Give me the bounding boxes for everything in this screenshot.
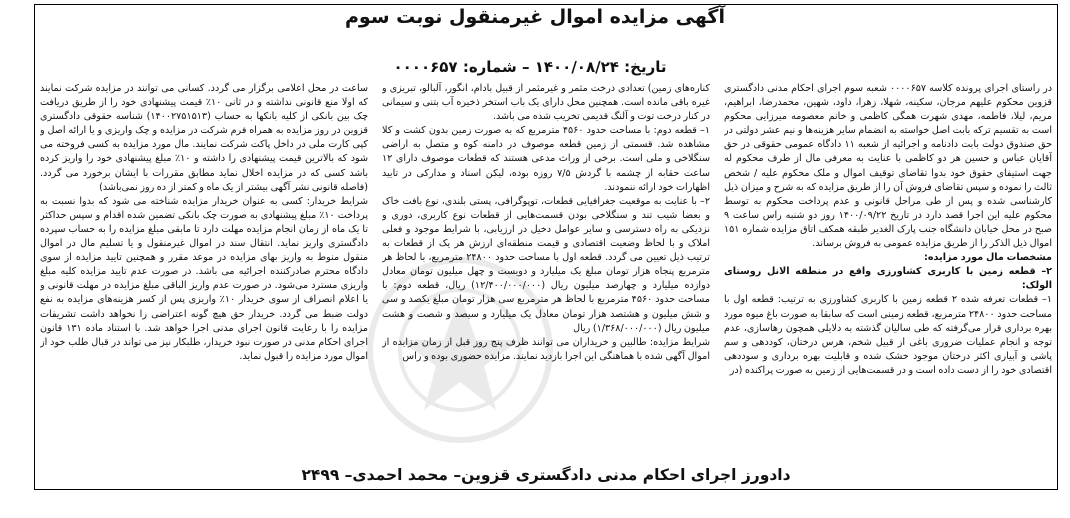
ad-title: آگهی مزایده اموال غیرمنقول نوبت سوم xyxy=(345,6,725,28)
column-left xyxy=(40,82,368,458)
ad-date-number: تاریخ: ۱۴۰۰/۰۸/۲۴ – شماره: ۰۰۰۰۶۵۷ xyxy=(393,58,667,76)
paragraph-middle-2: ۲– با عنایت به موقعیت جغرافیایی قطعات، توپوگرافی، پستی بلندی، نوع بافت خاک و بعضا شیب تند و سنگلاخی بودن قسمت‌هایی از قطعات نوع کاربری، دوری و نزدیکی به راه دسترسی و سایر عوامل دخیل در ارزیابی، با شرایط موجود و فعلی املاک و با لحاظ وضعیت اقتصادی و قیمت منطقه‌ای ارزش هر یک از قطعات به ترتیب ذیل تعیین می گردد. قطعه اول با مساحت حدود ۲۴۸۰۰ مترمربع، با لحاظ هر مترمربع پنجاه هزار تومان مبلغ یک میلیارد و دویست و چهل میلیون تومان معادل دوازده میلیارد و چهارصد میلیون ریال (۱۲/۴۰۰/۰۰۰/۰۰۰) ریال، قطعه دوم: با مساحت حدود ۴۵۶۰ مترمربع با لحاظ هر مترمربع سی هزار تومان مبلغ یکصد و سی و شش میلیون و هشتصد هزار تومان معادل یک میلیارد و سیصد و شصت و هشت میلیون ریال (۱/۳۶۸/۰۰۰/۰۰۰) ریال xyxy=(382,195,710,334)
paragraph-left-0: ساعت در محل اعلامی برگزار می گردد. کسانی می توانند در مزایده شرکت نمایند که اولا منع قانونی نداشته و در ثانی ۱۰٪ قیمت پیشنهادی خود را از طریق دریافت چک بین بانکی از کلیه بانکها به حساب (۱۴۰۰۲۷۵۱۵۱۳) شناسه حقوقی دادگستری قزوین در روز مزایده به همراه فرم شرکت در مزایده و چک واریزی و یا ارائه اصل و کپی کارت ملی در داخل پاکت شرکت نمایند. مال مورد مزایده به کسی فروخته می شود که بالاترین قیمت پیشنهادی را داشته و ۱۰٪ مبلغ پیشنهادی خود را واریز کرده باشد کسی که در مزایده اخلال نماید مطابق مقررات با ایشان برخورد می گردد. (فاصله قانونی نشر آگهی بیشتر از یک ماه و کمتر از ده روز نمی‌باشد) xyxy=(40,83,368,193)
paragraph-right-0: در راستای اجرای پرونده کلاسه ۰۰۰۰۶۵۷ شعبه سوم اجرای احکام مدنی دادگستری قزوین محکوم علیهم مرجان، سکینه، شهلا، زهرا، داود، شهین، محمدرضا، ابراهیم، مریم، لیلا، فاطمه، مهدی شهرت همگی کاظمی و خانم معصومه میرزایی محکوم است به تقسیم ترکه بابت اصل خواسته به انضمام سایر هزینه‌ها و نیم عشر دولتی در حق صندوق دولت بابت دادنامه و اجرائیه از شعبه ۱۱ دادگاه عمومی حقوقی در حق آقایان عباس و حسین هر دو کاظمی با عنایت به معرفی مال از طرف محکوم له جهت استیفای حقوق خود بدوا تقاضای توقیف اموال و ملک محکوم علیه / شخص ثالث را نموده و سپس تقاضای فروش آن را از طریق مزایده که به شرح و میزان ذیل کارشناسی شده و پس از طی مراحل قانونی و عدم پرداخت محکوم به توسط محکوم علیه این اجرا قصد دارد در تاریخ ۱۴۰۰/۰۹/۲۲ روز دو شنبه راس ساعت ۹ صبح در محل خیابان دانشگاه جنب پارک الغدیر طبقه همکف اتاق مزایده شماره ۱۵۱ اموال ذیل الذکر را از طریق مزایده عمومی به فروش برساند. xyxy=(724,83,1052,250)
paragraph-middle-1: ۱– قطعه دوم: با مساحت حدود ۴۵۶۰ مترمربع که به صورت زمین بدون کشت و کلا مشاهده شد. قسمتی از زمین قطعه موصوف در دامنه کوه و متصل به اراضی سنگلاخی و ملی است. برخی از وراث مدعی هستند که قطعات موصوف دارای ۱۲ ساعت حقابه از چشمه با گردش ۷/۵ روزه بوده، لیکن اسناد و مدارکی در تایید اظهارات خود ارائه ننمودند. xyxy=(382,125,710,193)
paragraph-right-3: ۱– قطعات تعرفه شده ۲ قطعه زمین با کاربری کشاورزی به ترتیب: قطعه اول با مساحت حدود ۲۴۸۰۰ مترمربع، قطعه زمینی است که سابقا به صورت باغ میوه مورد بهره برداری قرار می‌گرفته که طی سالیان گذشته به دلایلی همچون رهاسازی، عدم توجه و انجام عملیات ضروری باغی از قبیل شخم، هرس درختان، کوددهی و سم پاشی و آبیاری اکثر درختان موجود خشک شده و قابلیت بهره برداری و سوددهی اقتصادی خود را از دست داده است و در قسمت‌هایی از زمین به صورت پراکنده (در xyxy=(724,294,1052,376)
column-right xyxy=(724,82,1052,458)
paragraph-right-2: ۲– قطعه زمین با کاربری کشاورزی واقع در منطقه الانل روستای الولک: xyxy=(724,266,1052,292)
paragraph-middle-3: شرایط مزایده: طالبین و خریداران می توانند ظرف پنج روز قبل از زمان مزایده از اموال آگهی شده با هماهنگی این اجرا بازدید نمایند. مزایده حضوری بوده و راس xyxy=(382,336,710,362)
paragraph-left-1: شرایط خریدار: کسی به عنوان خریدار مزایده شناخته می شود که بدوا نسبت به پرداخت ۱۰٪ مبلغ پیشنهادی به صورت چک بانکی تضمین شده اقدام و سپس حداکثر تا یک ماه از زمان انجام مزایده مهلت دارد تا مابقی مبلغ مزایده را به حساب سپرده دادگستری واریز نماید. انتقال سند در اموال غیرمنقول و یا تسلیم مال در اموال منقول منوط به واریز بهای مزایده در موعد مقرر و همچنین تایید مزایده از سوی دادگاه محترم صادرکننده اجرائیه می باشد. در صورت عدم تایید مزایده کلیه مبلغ واریزی مسترد می‌شود. در صورت عدم واریز الباقی مبلغ مزایده در مهلت قانونی و یا اعلام انصراف از سوی خریدار ۱۰٪ واریزی پس از کسر هزینه‌های مزایده به نفع دولت ضبط می گردد. خریدار حق هیچ گونه اعتراضی را نخواهد داشت تشریفات مزایده را با رعایت قانون اجرای مدنی اجرا خواهد شد. با استناد ماده ۱۳۱ قانون اجرای احکام مدنی در صورت نبود خریدار، طلبکار نیز می تواند در قبال طلب خود از اموال مورد مزایده را قبول نماید. xyxy=(40,195,368,362)
paragraph-middle-0: کناره‌های زمین) تعدادی درخت مثمر و غیرمثمر از قبیل بادام، انگور، آلبالو، تبریزی و غیره باقی مانده است. همچنین محل دارای یک باب استخر ذخیره آب بتنی و سیمانی در کنار درخت توت و آلنگ قدیمی تخریب شده می باشد. xyxy=(382,83,710,123)
ad-columns xyxy=(40,82,1052,458)
paragraph-right-1: مشخصات مال مورد مزایده: xyxy=(924,252,1052,264)
column-middle xyxy=(382,82,710,458)
ad-signature: دادورز اجرای احکام مدنی دادگستری قزوین– محمد احمدی– ۲۴۹۹ xyxy=(301,466,791,484)
